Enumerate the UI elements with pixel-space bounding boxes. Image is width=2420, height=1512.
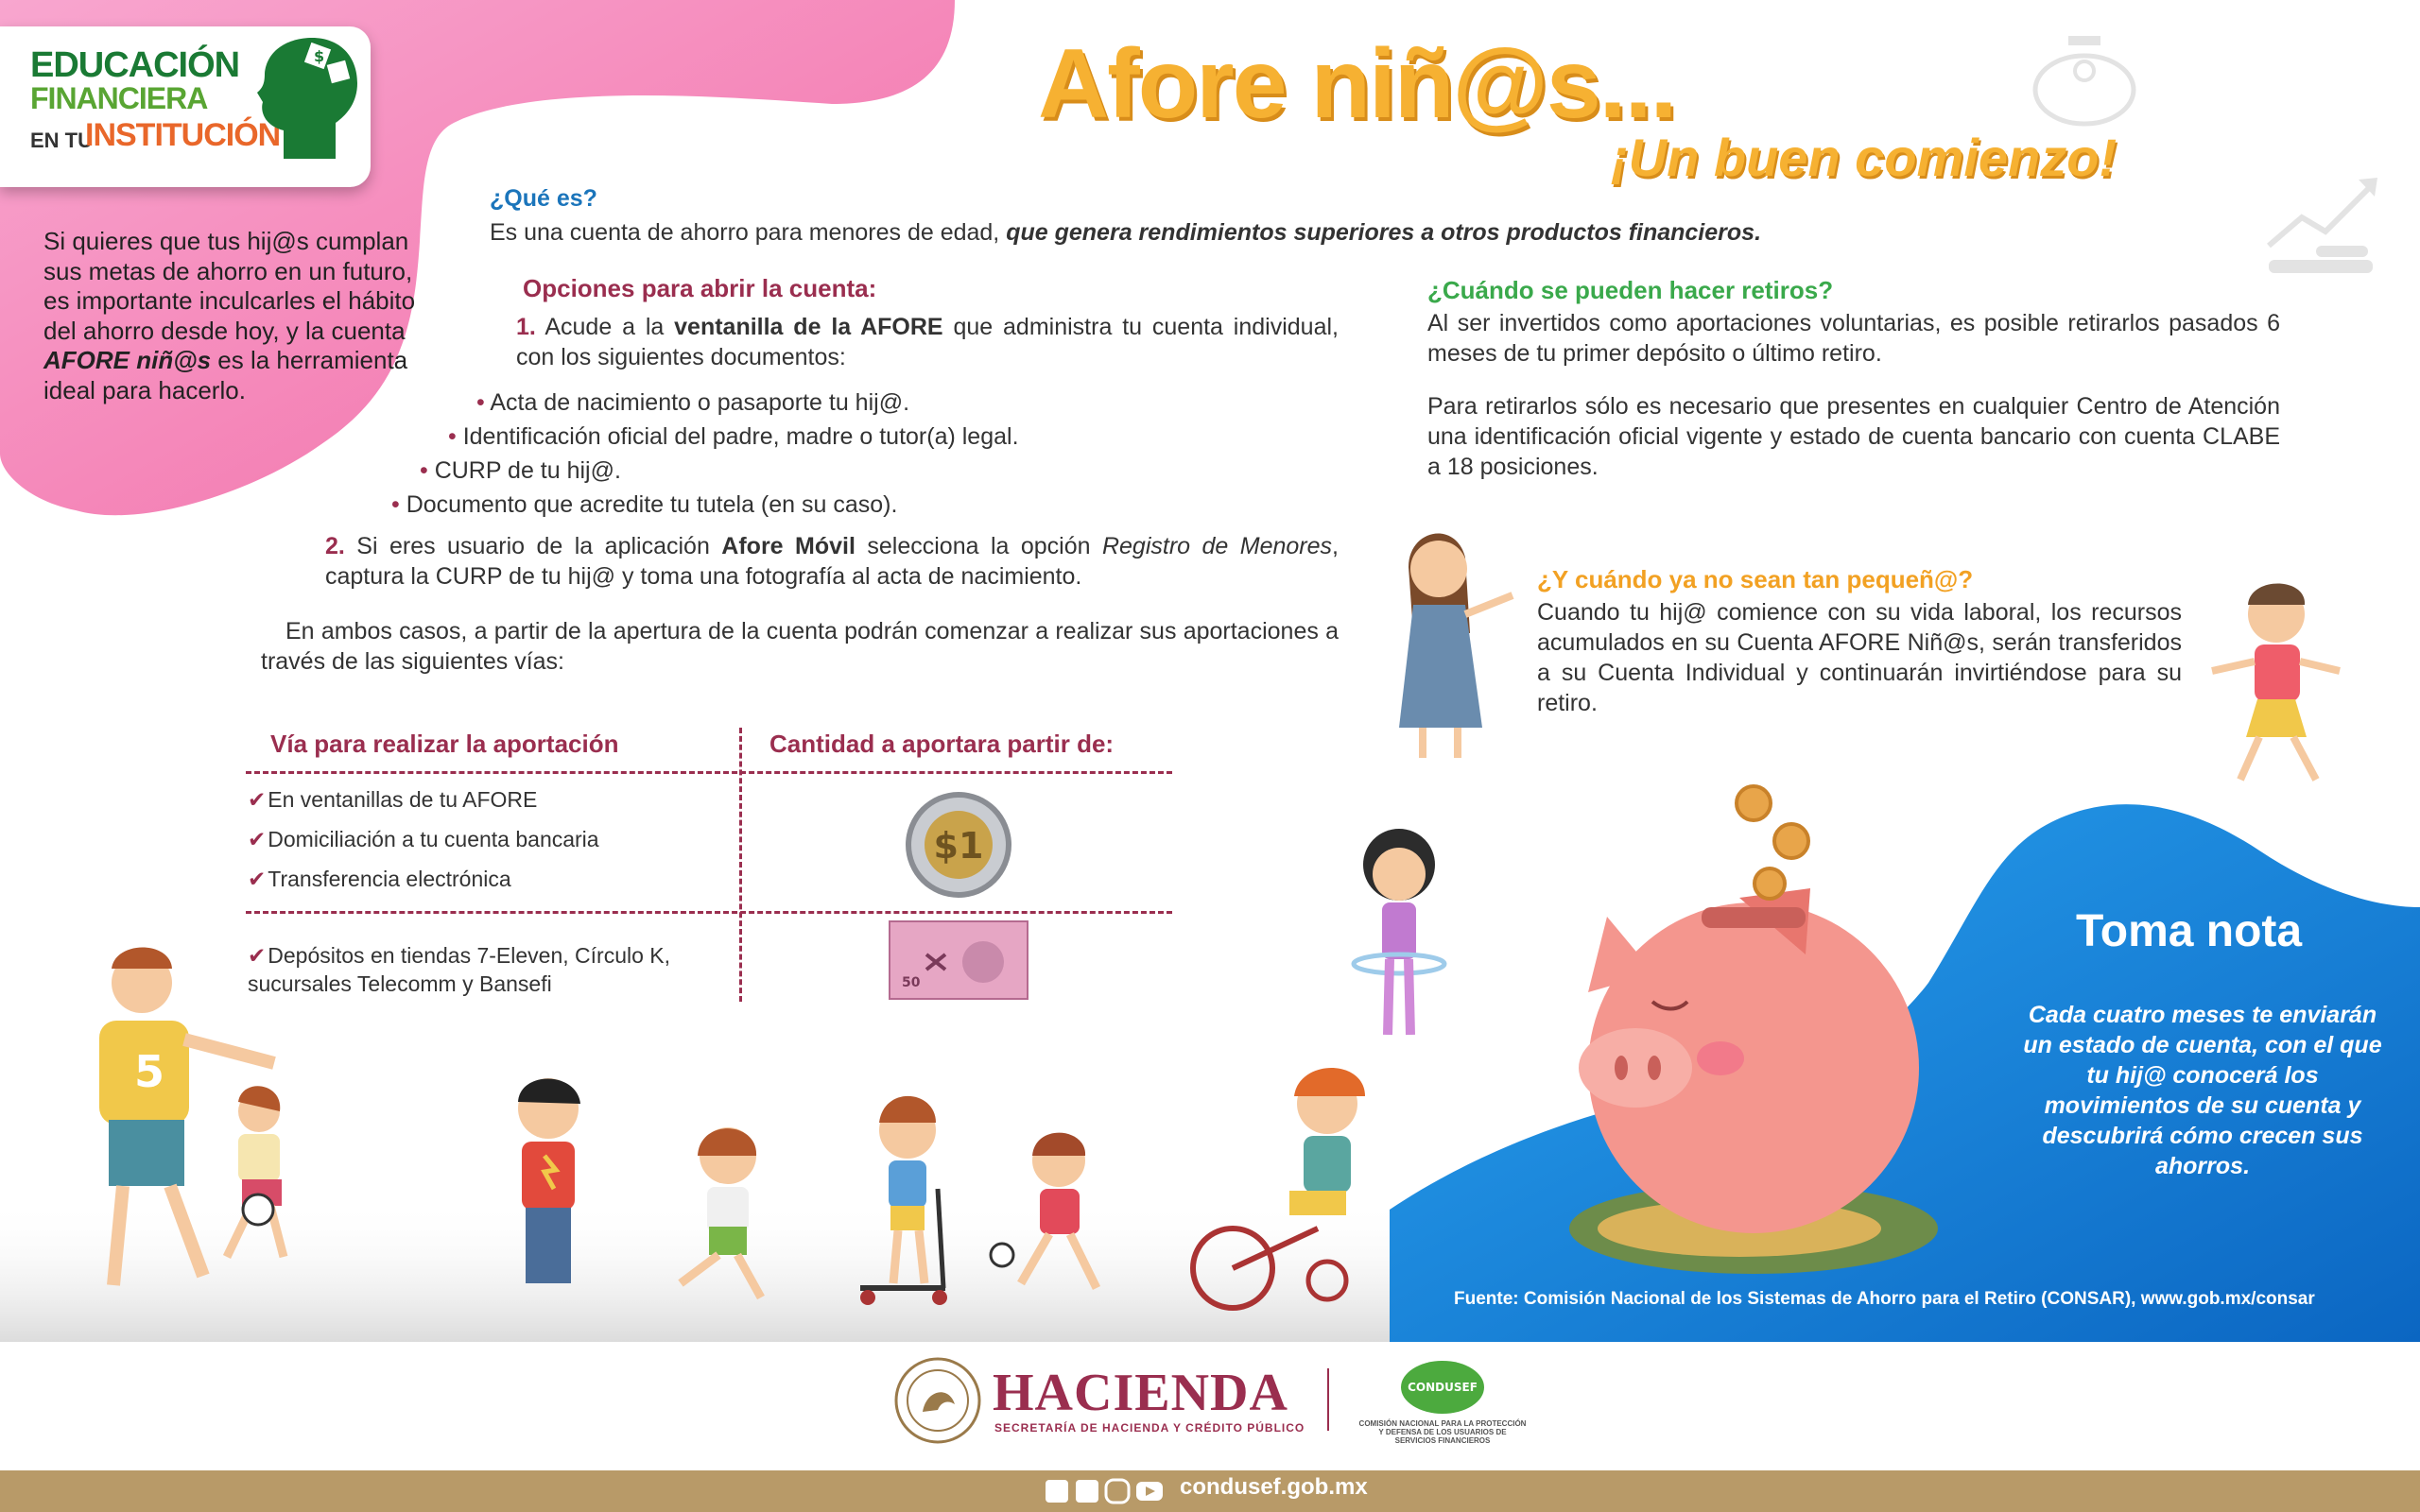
girl-soccer-illustration xyxy=(983,1123,1134,1312)
table-row: ✔ Depósitos en tiendas 7-Eleven, Círculo K, sucursales Telecomm y Bansefi xyxy=(248,941,739,998)
social-icons xyxy=(1044,1477,1165,1505)
puzzle-head-icon xyxy=(255,36,359,159)
opciones-heading: Opciones para abrir la cuenta: xyxy=(523,274,877,302)
coin-label: $1 xyxy=(933,825,984,867)
boy-playing-illustration xyxy=(2203,576,2344,794)
document-bullet: • Acta de nacimiento o pasaporte tu hij@. xyxy=(476,389,909,417)
pequenos-heading: ¿Y cuándo ya no sean tan pequeñ@? xyxy=(1537,565,1974,593)
document-bullet: • Identificación oficial del padre, madre o tutor(a) legal. xyxy=(448,423,1019,451)
fifty-peso-bill-icon xyxy=(889,920,1028,1000)
svg-text:5: 5 xyxy=(134,1046,165,1097)
document-bullet: • CURP de tu hij@. xyxy=(420,457,621,485)
boy-tricycle-illustration xyxy=(1185,1058,1412,1314)
logo-line-3b: INSTITUCIÓN xyxy=(85,117,281,153)
pequenos-text: Cuando tu hij@ comience con su vida laboral, los recursos acumulados en su Cuenta AFORE Niñ@s, serán transferidos a su Cuenta Individual y continuarán invirtiéndose para su retiro. xyxy=(1537,599,2182,716)
instagram-icon xyxy=(1106,1480,1129,1503)
source-text: Fuente: Comisión Nacional de los Sistemas de Ahorro para el Retiro (CONSAR), www.gob.mx/consar xyxy=(1454,1289,2315,1309)
father-son-soccer-illustration xyxy=(28,936,425,1304)
retiros-paragraph-2: Para retirarlos sólo es necesario que presentes en cualquier Centro de Atención una identificación oficial vigente y estado de cuenta bancario con cuenta CLABE a 18 posiciones. xyxy=(1427,393,2280,480)
retiros-heading: ¿Cuándo se pueden hacer retiros? xyxy=(1427,276,1834,304)
page-subtitle: ¡Un buen comienzo! xyxy=(1611,128,2118,187)
retiros-paragraph-1: Al ser invertidos como aportaciones voluntarias, es posible retirarlos pasados 6 meses de tu primer depósito o último retiro. xyxy=(1427,310,2280,367)
website-link[interactable]: condusef.gob.mx xyxy=(1180,1474,1368,1500)
growth-chart-deco-icon xyxy=(2259,170,2382,284)
opcion-2-text: 2. Si eres usuario de la aplicación Afore Móvil selecciona la opción Registro de Menores, captura la CURP de tu hij@ y toma una fotografía al acta de nacimiento. xyxy=(325,533,1339,590)
toma-nota-text: Cada cuatro meses te enviarán un estado de cuenta, con el que tu hij@ conocerá los movimientos de su cuenta y descubrirá cómo crecen sus ahorros. xyxy=(2023,1002,2382,1179)
table-divider xyxy=(246,771,1172,774)
ambos-casos-text: En ambos casos, a partir de la apertura de la cuenta podrán comenzar a realizar sus aportaciones a través de las siguientes vías: xyxy=(261,618,1339,675)
girl-dress-illustration xyxy=(1371,510,1522,765)
condusef-badge-text: CONDUSEF xyxy=(1408,1381,1478,1394)
twitter-icon xyxy=(1076,1480,1098,1503)
footer-divider xyxy=(1327,1368,1329,1431)
svg-text:$: $ xyxy=(314,47,325,65)
condusef-subtitle: COMISIÓN NACIONAL PARA LA PROTECCIÓN Y DEFENSA DE LOS USUARIOS DE SERVICIOS FINANCIEROS xyxy=(1358,1419,1527,1445)
table-divider-vertical xyxy=(739,728,742,1002)
girl-running-illustration xyxy=(652,1113,794,1312)
facebook-icon xyxy=(1046,1480,1068,1503)
table-row: ✔ Transferencia electrónica xyxy=(248,867,511,892)
logo-line-1: EDUCACIÓN xyxy=(30,45,240,85)
hacienda-subtitle: SECRETARÍA DE HACIENDA Y CRÉDITO PÚBLICO xyxy=(994,1421,1305,1435)
bill-label: 50 xyxy=(902,975,921,990)
piggy-bank-illustration xyxy=(1550,784,1957,1276)
document-bullet: • Documento que acredite tu tutela (en su caso). xyxy=(391,491,897,519)
toma-nota-heading: Toma nota xyxy=(2076,906,2303,956)
condusef-logo-icon xyxy=(1397,1357,1488,1418)
logo-line-3a: EN TU xyxy=(30,129,93,152)
que-es-heading: ¿Qué es? xyxy=(490,185,597,212)
hacienda-logo-text: HACIENDA xyxy=(993,1364,1288,1422)
que-es-text: Es una cuenta de ahorro para menores de edad, que genera rendimientos superiores a otros productos financieros. xyxy=(490,219,1762,246)
logo-line-2: FINANCIERA xyxy=(30,81,208,115)
boy-scooter-illustration xyxy=(841,1085,974,1312)
table-header-via: Vía para realizar la aportación xyxy=(270,730,619,758)
piggy-bank-deco-icon xyxy=(2014,28,2146,132)
intro-text: Si quieres que tus hij@s cumplan sus metas de ahorro en un futuro, es importante inculcarles el hábito del ahorro desde hoy, y la cuenta AFORE niñ@s es la herramienta ideal para hacerlo. xyxy=(43,227,416,404)
table-row: ✔ Domiciliación a tu cuenta bancaria xyxy=(248,827,599,852)
boy-standing-illustration xyxy=(482,1066,614,1312)
table-divider xyxy=(246,911,1172,914)
opcion-1-text: 1. Acude a la ventanilla de la AFORE que administra tu cuenta individual, con los siguientes documentos: xyxy=(516,314,1339,370)
table-row: ✔ En ventanillas de tu AFORE xyxy=(248,787,537,813)
one-peso-coin-icon xyxy=(904,790,1013,900)
table-header-cantidad: Cantidad a aportara partir de: xyxy=(769,730,1115,758)
mexico-seal-icon xyxy=(894,1357,981,1444)
page-title: Afore niñ@s... xyxy=(1038,29,1676,139)
